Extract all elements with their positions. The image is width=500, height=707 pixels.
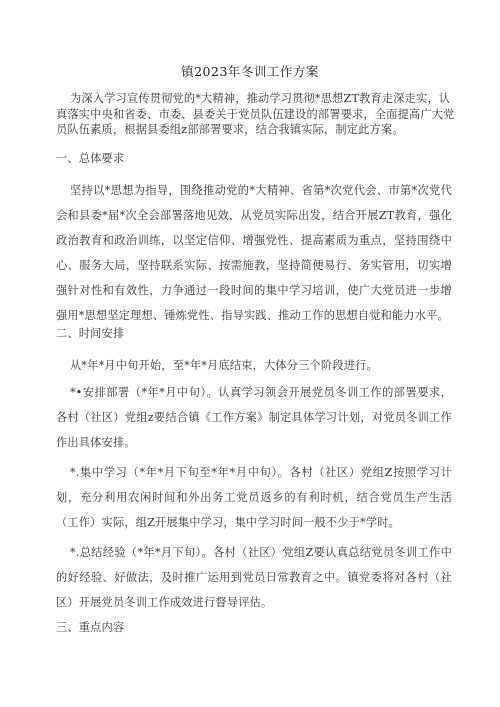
section-heading-1: 一、总体要求 — [56, 152, 125, 165]
document-title: 镇2023年冬训工作方案 — [181, 64, 319, 79]
section-heading-3: 三、重点内容 — [56, 621, 125, 634]
section-2-paragraph: 从*年*月中旬开始，至*年*月底结束，大体分三个阶段进行。 — [70, 359, 378, 372]
stage-1-paragraph: *•安排部署（*年*月中旬）。认真学习领会开展党员冬训工作的部署要求，各村（社区）党组z要结合镇《工作方案》制定具体学习计划，对党员冬训工作作出具体安排。 — [56, 386, 452, 449]
section-heading-2: 二、时间安排 — [56, 327, 125, 340]
intro-paragraph: 为深入学习宣传贯彻党的*大精神，推动学习贯彻*思想ZT教育走深走实，认真落实中央和省委、市委、县委关于党员队伍建设的部署要求，全面提高广大党员队伍素质，根据县委组z部部署要求，结合我镇实际，制定此方案。 — [56, 92, 455, 136]
section-1-paragraph: 坚持以*思想为指导，围绕推动党的*大精神、省第*次党代会、市第*次党代会和县委*届*次全会部署落地见效，从党员实际出发，结合开展ZT教育，强化政治教育和政治训练，以坚定信仰、增强党性、提高素质为重点，坚持围绕中心、服务大局，坚持联系实际、按需施教，坚持简便易行、务实管用，切实增强针对性和有效性，力争通过一段时间的集中学习培训，使广大党员进一步增强用*思想坚定理想、锤炼党性、指导实践、推动工作的思想自觉和能力水平。 — [56, 184, 452, 322]
stage-2-paragraph: *.集中学习（*年*月下旬至*年*月中旬）。各村（社区）党组Z按照学习计划，充分利用农闲时间和外出务工党员返乡的有利时机，结合党员生产生活（工作）实际，组Z开展集中学习，集中学习时间一般不少于*学时。 — [56, 466, 452, 529]
stage-3-paragraph: *.总结经验（*年*月下旬）。各村（社区）党组Z要认真总结党员冬训工作中的好经验、好做法，及时推广运用到党员日常教育之中。镇党委将对各村（社区）开展党员冬训工作成效进行督导评估。 — [56, 546, 452, 609]
